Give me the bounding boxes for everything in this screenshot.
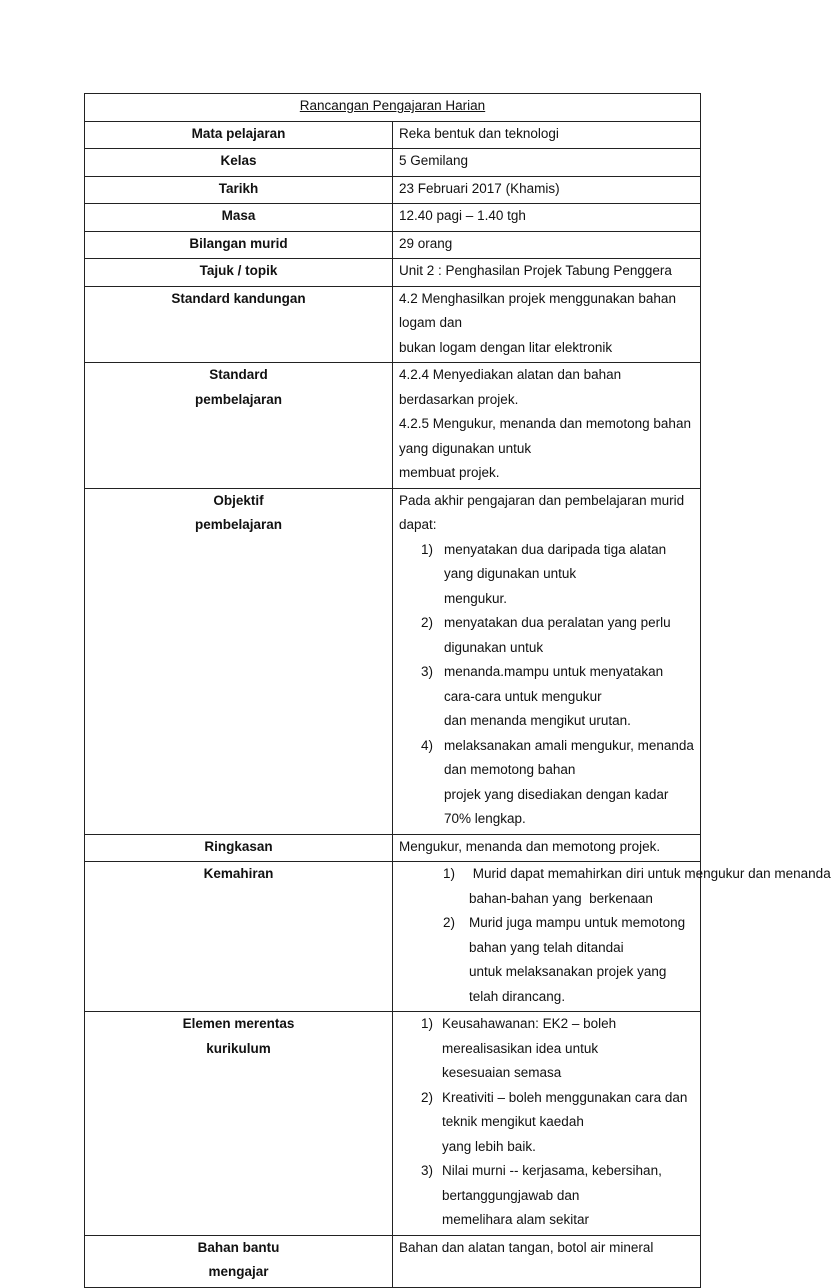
text-line: 4.2.4 Menyediakan alatan dan bahan berdasarkan projek. bbox=[399, 367, 622, 407]
list-item bbox=[399, 660, 694, 734]
kemahiran-list bbox=[399, 862, 831, 1009]
row-bahan-bantu bbox=[85, 1235, 701, 1287]
list-number: 4) bbox=[421, 737, 434, 753]
value-kelas: 5 Gemilang bbox=[393, 149, 701, 177]
value-mata-pelajaran: Reka bentuk dan teknologi bbox=[393, 121, 701, 149]
text-line: Nilai murni -- kerjasama, kebersihan, bertanggungjawab dan bbox=[442, 1163, 662, 1203]
row-kemahiran bbox=[85, 862, 701, 1012]
text-line: projek yang disediakan dengan kadar 70% lengkap. bbox=[444, 786, 669, 826]
list-item bbox=[399, 911, 694, 1009]
text-line: untuk melaksanakan projek yang telah dirancang. bbox=[469, 964, 667, 1004]
text-line: menanda.mampu untuk menyatakan cara-cara untuk mengukur bbox=[444, 664, 664, 704]
row-standard-pembelajaran bbox=[85, 363, 701, 489]
list-number: 3) bbox=[421, 664, 434, 679]
value-ringkasan: Mengukur, menanda dan memotong projek. bbox=[393, 834, 701, 862]
text-line: 4.2.5 Mengukur, menanda dan memotong bahan yang digunakan untuk bbox=[399, 416, 691, 456]
label-tajuk: Tajuk / topik bbox=[85, 259, 393, 287]
label-line: Bahan bantu bbox=[197, 1239, 280, 1255]
label-tarikh: Tarikh bbox=[85, 176, 393, 204]
text-line: dan menanda mengikut urutan. bbox=[444, 713, 631, 728]
label-line: pembelajaran bbox=[194, 391, 283, 407]
text-line: menyatakan dua peralatan yang perlu digunakan untuk bbox=[444, 615, 671, 655]
label-standard-kandungan: Standard kandungan bbox=[85, 286, 393, 363]
text-line: menyatakan dua daripada tiga alatan yang digunakan untuk bbox=[444, 541, 667, 581]
row-ringkasan bbox=[85, 834, 701, 862]
value-bilangan-murid: 29 orang bbox=[393, 231, 701, 259]
list-item bbox=[399, 862, 831, 911]
list-number: 1) bbox=[443, 866, 456, 881]
label-masa: Masa bbox=[85, 204, 393, 232]
text-line: bahan-bahan yang berkenaan bbox=[469, 890, 653, 906]
title-row bbox=[85, 94, 701, 122]
label-kemahiran: Kemahiran bbox=[85, 862, 393, 1012]
document-title: Rancangan Pengajaran Harian bbox=[85, 94, 701, 122]
text-line: Murid juga mampu untuk memotong bahan yang telah ditandai bbox=[469, 915, 686, 955]
list-item bbox=[399, 1159, 694, 1233]
list-item bbox=[399, 734, 694, 832]
label-objektif bbox=[85, 488, 393, 834]
row-elemen bbox=[85, 1012, 701, 1236]
list-number: 1) bbox=[421, 541, 434, 557]
row-tajuk bbox=[85, 259, 701, 287]
label-line: mengajar bbox=[208, 1264, 269, 1279]
text-line: Keusahawanan: EK2 – boleh merealisasikan idea untuk bbox=[442, 1016, 617, 1056]
list-item bbox=[399, 1086, 694, 1160]
value-masa: 12.40 pagi – 1.40 tgh bbox=[393, 204, 701, 232]
value-standard-kandungan bbox=[393, 286, 701, 363]
list-item bbox=[399, 538, 694, 612]
label-line: Elemen merentas bbox=[182, 1016, 295, 1031]
row-tarikh bbox=[85, 176, 701, 204]
text-line: membuat projek. bbox=[399, 465, 500, 480]
value-bahan-bantu bbox=[393, 1235, 701, 1287]
row-masa bbox=[85, 204, 701, 232]
text-line: bukan logam dengan litar elektronik bbox=[399, 339, 613, 355]
row-kelas bbox=[85, 149, 701, 177]
list-item bbox=[399, 611, 694, 660]
value-objektif bbox=[393, 488, 701, 834]
row-bilangan-murid bbox=[85, 231, 701, 259]
text-line: Kreativiti – boleh menggunakan cara dan teknik mengikut kaedah bbox=[442, 1089, 688, 1129]
list-number: 3) bbox=[421, 1163, 434, 1178]
label-line: kurikulum bbox=[206, 1040, 271, 1056]
objektif-list bbox=[399, 538, 694, 832]
text-line: yang lebih baik. bbox=[442, 1138, 536, 1154]
list-item bbox=[399, 1012, 694, 1086]
label-line: pembelajaran bbox=[194, 517, 283, 532]
label-line: Objektif bbox=[213, 492, 264, 508]
text-line: kesesuaian semasa bbox=[442, 1065, 562, 1080]
row-mata-pelajaran bbox=[85, 121, 701, 149]
value-kemahiran bbox=[393, 862, 831, 1012]
label-ringkasan: Ringkasan bbox=[85, 834, 393, 862]
value-tajuk: Unit 2 : Penghasilan Projek Tabung Penggera bbox=[393, 259, 701, 287]
value-tarikh: 23 Februari 2017 (Khamis) bbox=[393, 176, 701, 204]
text-line: memelihara alam sekitar bbox=[442, 1212, 590, 1227]
text-line: Murid dapat memahirkan diri untuk mengukur dan menanda bbox=[469, 866, 831, 881]
list-number: 2) bbox=[443, 915, 456, 930]
text-line: mengukur. bbox=[444, 590, 508, 606]
row-standard-kandungan bbox=[85, 286, 701, 363]
lesson-plan-table bbox=[84, 93, 831, 1288]
list-number: 2) bbox=[421, 1089, 434, 1105]
list-number: 2) bbox=[421, 615, 434, 630]
text-line: 4.2 Menghasilkan projek menggunakan bahan logam dan bbox=[399, 290, 676, 330]
text-line: Bahan dan alatan tangan, botol air mineral bbox=[399, 1239, 654, 1255]
label-kelas: Kelas bbox=[85, 149, 393, 177]
label-bilangan-murid: Bilangan murid bbox=[85, 231, 393, 259]
list-number: 1) bbox=[421, 1016, 434, 1031]
label-elemen bbox=[85, 1012, 393, 1236]
value-standard-pembelajaran bbox=[393, 363, 701, 489]
objektif-intro: Pada akhir pengajaran dan pembelajaran murid dapat: bbox=[399, 492, 685, 532]
row-objektif bbox=[85, 488, 701, 834]
label-line: Standard bbox=[209, 367, 268, 382]
label-standard-pembelajaran bbox=[85, 363, 393, 489]
label-bahan-bantu bbox=[85, 1235, 393, 1287]
value-elemen bbox=[393, 1012, 701, 1236]
elemen-list bbox=[399, 1012, 694, 1233]
label-mata-pelajaran: Mata pelajaran bbox=[85, 121, 393, 149]
text-line: melaksanakan amali mengukur, menanda dan memotong bahan bbox=[444, 737, 694, 777]
